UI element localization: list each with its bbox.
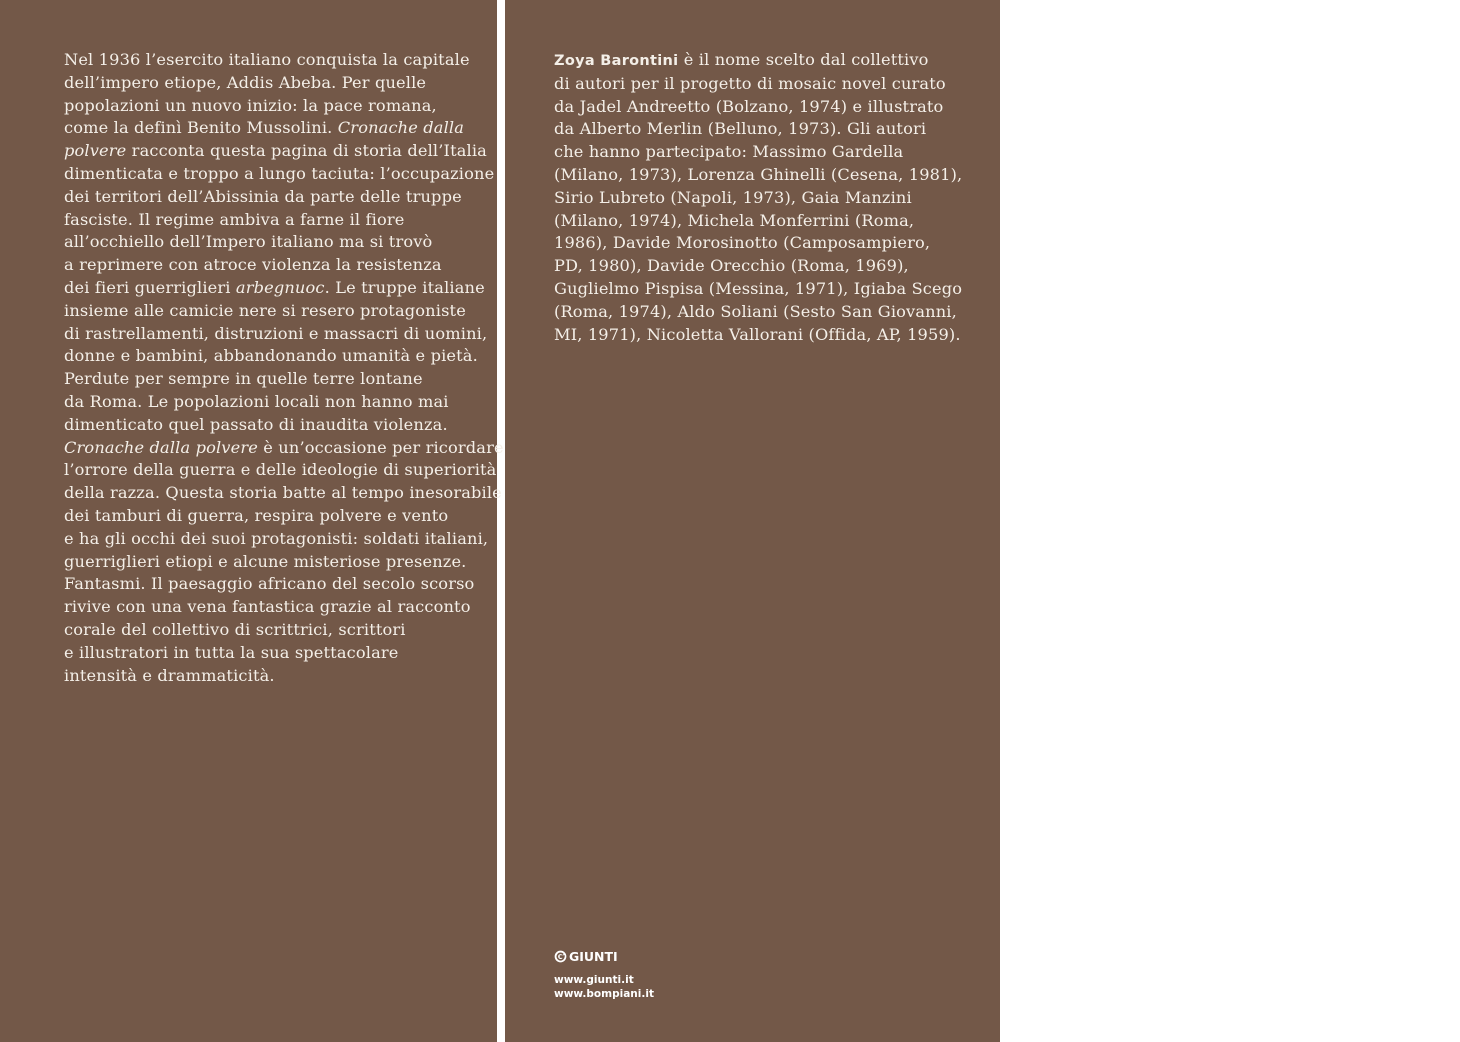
synopsis-text	[64, 49, 504, 687]
text-segment: di autori per il progetto di mosaic novel curato	[554, 73, 946, 93]
giunti-website-link[interactable]: www.giunti.it	[554, 974, 634, 986]
text-segment: insieme alle camicie nere si resero protagoniste	[64, 300, 466, 320]
text-segment: MI, 1971), Nicoletta Vallorani (Offida, AP, 1959).	[554, 324, 961, 344]
right-text-line	[554, 187, 962, 210]
text-segment: a reprimere con atroce violenza la resistenza	[64, 255, 442, 275]
text-segment: dei fieri guerriglieri	[64, 277, 236, 297]
right-text-line	[554, 324, 962, 347]
italic-title-text: Cronache dalla	[337, 118, 465, 138]
right-text-line	[554, 141, 962, 164]
left-text-line	[64, 528, 504, 551]
left-text-line	[64, 459, 504, 482]
left-text-line	[64, 277, 504, 300]
right-text-line	[554, 96, 962, 119]
text-segment: Fantasmi. Il paesaggio africano del secolo scorso	[64, 574, 475, 594]
text-segment: dell’impero etiope, Addis Abeba. Per quelle	[64, 72, 427, 92]
right-text-line	[554, 49, 962, 73]
left-text-line	[64, 254, 504, 277]
text-segment: dei tamburi di guerra, respira polvere e vento	[64, 505, 449, 525]
back-cover-panel	[0, 0, 504, 1042]
text-segment: e illustratori in tutta la sua spettacolare	[64, 642, 399, 662]
text-segment: Sirio Lubreto (Napoli, 1973), Gaia Manzini	[554, 187, 912, 207]
text-segment: da Jadel Andreetto (Bolzano, 1974) e illustrato	[554, 96, 944, 116]
text-segment: dimenticata e troppo a lungo taciuta: l’occupazione	[64, 163, 495, 183]
design-credits	[1436, 783, 1460, 1000]
left-text-line	[64, 551, 504, 574]
left-text-line	[64, 49, 504, 72]
text-segment: (Roma, 1974), Aldo Soliani (Sesto San Giovanni,	[554, 301, 957, 321]
text-segment: dei territori dell’Abissinia da parte delle truppe	[64, 186, 462, 206]
right-text-line	[554, 210, 962, 233]
text-segment: che hanno partecipato: Massimo Gardella	[554, 142, 904, 162]
left-text-line	[64, 231, 504, 254]
text-segment: dimenticato quel passato di inaudita violenza.	[64, 414, 448, 434]
general-design-credit: Progetto grafico generale: Polystudio.	[1437, 827, 1446, 1000]
left-text-line	[64, 665, 504, 688]
left-text-line	[64, 72, 504, 95]
left-text-line	[64, 209, 504, 232]
collective-name: Zoya Barontini	[554, 53, 679, 69]
text-segment: rivive con una vena fantastica grazie al racconto	[64, 597, 471, 617]
publisher-block	[554, 949, 654, 1001]
italic-title-text: polvere	[64, 141, 127, 161]
left-text-line	[64, 573, 504, 596]
text-segment: Nel 1936 l’esercito italiano conquista la capitale	[64, 50, 470, 69]
left-text-line	[64, 596, 504, 619]
left-text-line	[64, 482, 504, 505]
left-text-line	[64, 117, 504, 140]
text-segment: racconta questa pagina di storia dell’Italia	[126, 141, 487, 161]
text-segment: Guglielmo Pispisa (Messina, 1971), Igiaba Scego	[554, 278, 963, 298]
text-segment: è un’occasione per ricordare	[257, 437, 504, 457]
text-segment: Perdute per sempre in quelle terre lontane	[64, 369, 423, 389]
text-segment: guerriglieri etiopi e alcune misteriose presenze.	[64, 551, 467, 571]
bompiani-website-link[interactable]: www.bompiani.it	[554, 988, 654, 1000]
text-segment: (Milano, 1974), Michela Monferrini (Roma,	[554, 210, 915, 230]
text-segment: PD, 1980), Davide Orecchio (Roma, 1969),	[554, 256, 909, 276]
left-text-line	[64, 619, 504, 642]
right-text-line	[554, 232, 962, 255]
text-segment: . Le truppe italiane	[324, 277, 485, 297]
text-segment: da Alberto Merlin (Belluno, 1973). Gli autori	[554, 119, 927, 139]
text-segment: all’occhiello dell’Impero italiano ma si trovò	[64, 232, 433, 252]
text-segment: fasciste. Il regime ambiva a farne il fiore	[64, 209, 405, 229]
italic-title-text: Cronache dalla polvere	[64, 437, 258, 457]
text-segment: l’orrore della guerra e delle ideologie di superiorità	[64, 460, 497, 480]
left-text-line	[64, 391, 504, 414]
right-text-line	[554, 301, 962, 324]
left-text-line	[64, 437, 504, 460]
left-text-line	[64, 368, 504, 391]
left-text-line	[64, 323, 504, 346]
cover-design-credit: Progetto grafico di copertina: Francesca Zucchi.	[1449, 783, 1458, 1000]
giunti-logo-icon	[554, 950, 567, 963]
left-text-line	[64, 186, 504, 209]
publisher-logo-text: GIUNTI	[569, 949, 618, 964]
left-text-line	[64, 414, 504, 437]
text-segment: intensità e drammaticità.	[64, 665, 275, 685]
right-text-line	[554, 73, 962, 96]
text-segment: corale del collettivo di scrittrici, scrittori	[64, 619, 406, 639]
italic-title-text: arbegnuoc	[235, 277, 325, 297]
text-segment: (Milano, 1973), Lorenza Ghinelli (Cesena, 1981),	[554, 164, 963, 184]
right-text-line	[554, 118, 962, 141]
left-text-line	[64, 345, 504, 368]
text-segment: donne e bambini, abbandonando umanità e pietà.	[64, 346, 478, 366]
right-text-line	[554, 255, 962, 278]
text-segment: e ha gli occhi dei suoi protagonisti: soldati italiani,	[64, 528, 489, 548]
publisher-logo	[554, 949, 654, 964]
text-segment: popolazioni un nuovo inizio: la pace romana,	[64, 95, 437, 115]
text-segment: come la definì Benito Mussolini.	[64, 118, 338, 138]
left-text-line	[64, 95, 504, 118]
right-text-line	[554, 278, 962, 301]
text-segment: della razza. Questa storia batte al tempo inesorabile	[64, 483, 502, 503]
text-segment: di rastrellamenti, distruzioni e massacri di uomini,	[64, 323, 488, 343]
text-segment: da Roma. Le popolazioni locali non hanno mai	[64, 391, 449, 411]
text-segment: è il nome scelto dal collettivo	[678, 50, 929, 69]
left-text-line	[64, 140, 504, 163]
right-text-line	[554, 164, 962, 187]
text-segment: 1986), Davide Morosinotto (Camposampiero,	[554, 233, 931, 253]
author-bio-text	[554, 49, 962, 346]
left-text-line	[64, 642, 504, 665]
left-text-line	[64, 300, 504, 323]
left-text-line	[64, 163, 504, 186]
back-flap-panel	[505, 0, 1458, 1042]
left-text-line	[64, 505, 504, 528]
